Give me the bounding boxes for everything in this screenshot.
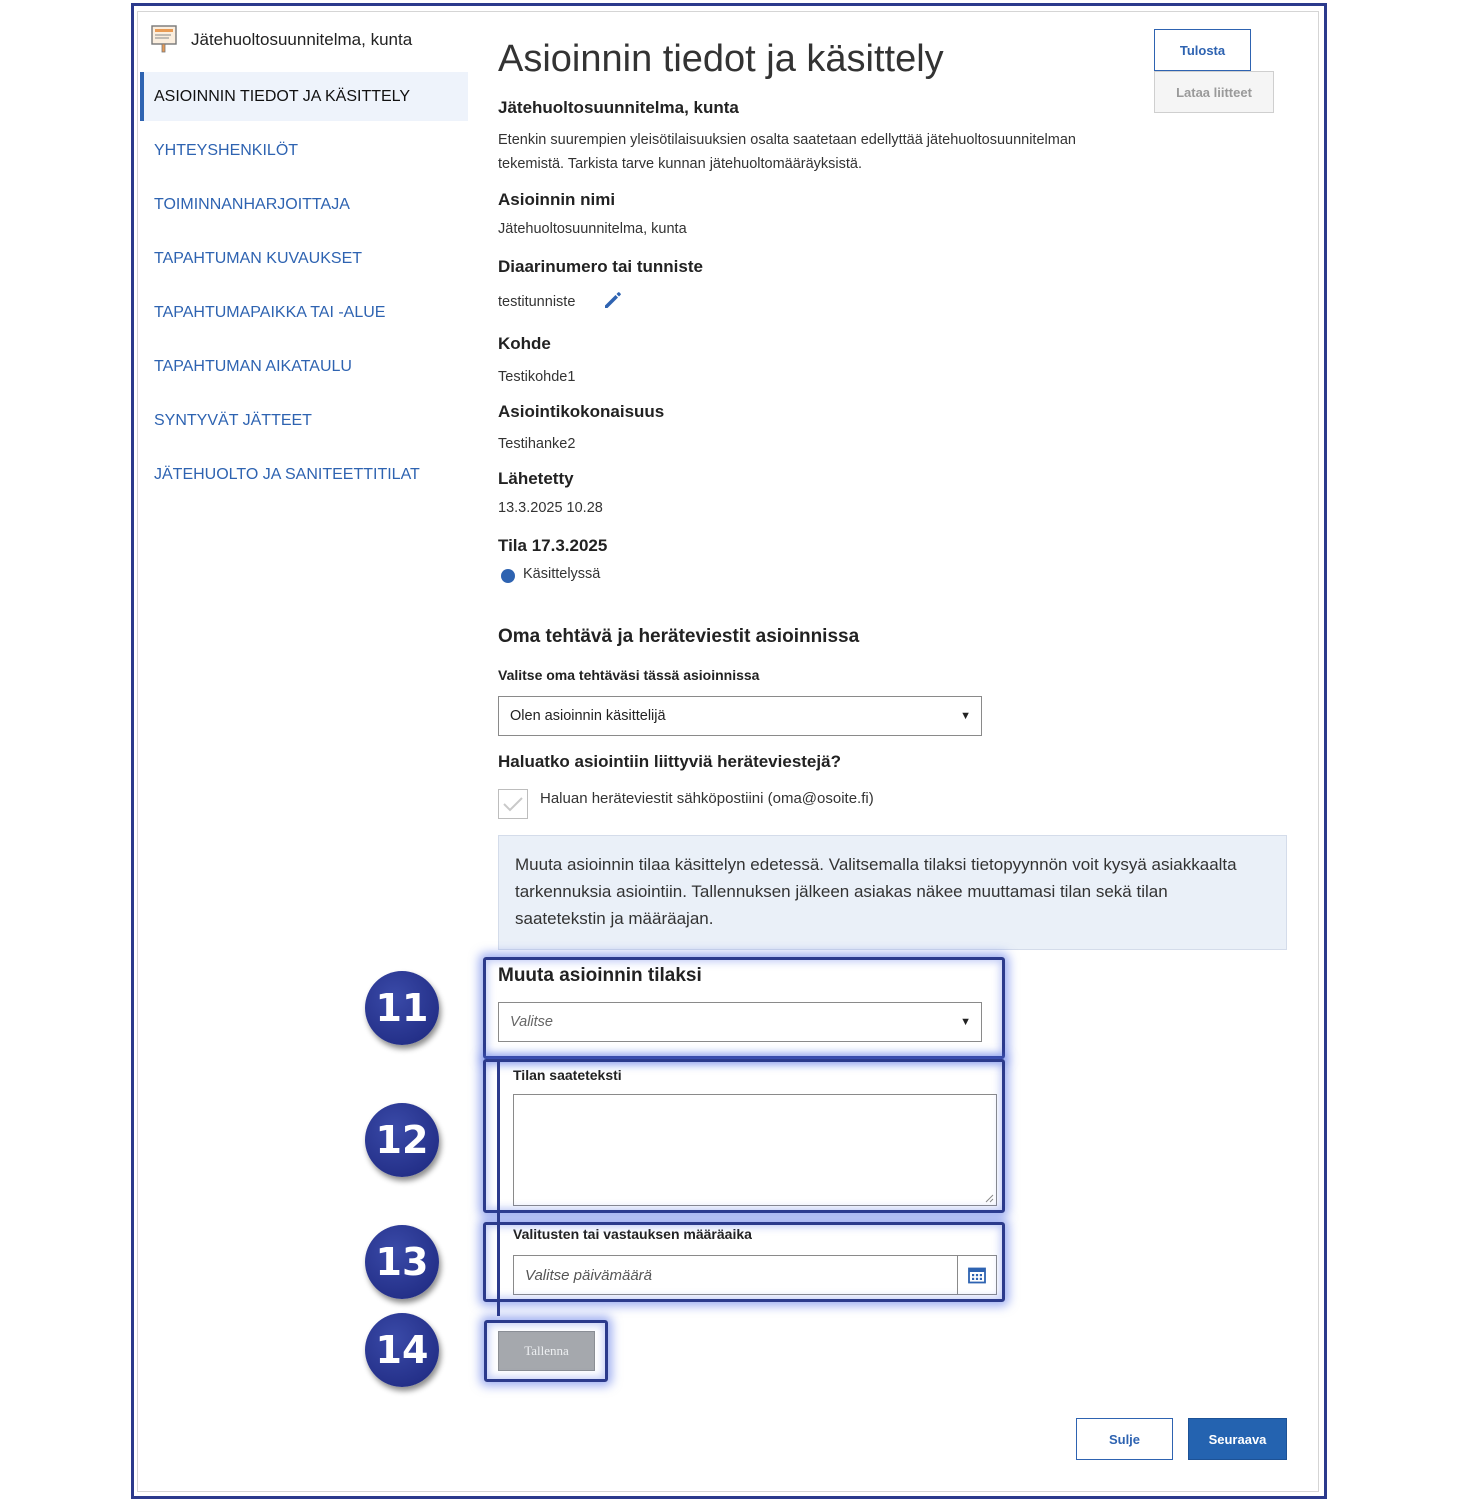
message-label: Tilan saateteksti [513, 1067, 622, 1083]
edit-pencil-icon[interactable] [602, 289, 624, 311]
check-icon [499, 790, 527, 818]
deadline-label: Valitusten tai vastauksen määräaika [513, 1226, 752, 1242]
status-change-select[interactable] [498, 1002, 982, 1042]
close-button[interactable]: Sulje [1076, 1418, 1173, 1460]
notify-checkbox-label: Haluan heräteviestit sähköpostiini (oma@osoite.fi) [540, 790, 874, 807]
description-line: tekemistä. Tarkista tarve kunnan jätehuoltomääräyksistä. [498, 156, 863, 172]
deadline-date-input[interactable] [513, 1255, 958, 1295]
form-subtitle: Jätehuoltosuunnitelma, kunta [498, 98, 739, 117]
sidebar-item-tapahtuman-aikataulu[interactable]: TAPAHTUMAN AIKATAULU [154, 358, 352, 375]
sidebar-item-asioinnin-tiedot[interactable]: ASIOINNIN TIEDOT JA KÄSITTELY [140, 72, 468, 121]
diary-label: Diaarinumero tai tunniste [498, 257, 703, 276]
name-value: Jätehuoltosuunnitelma, kunta [498, 221, 687, 237]
sent-value: 13.3.2025 10.28 [498, 500, 603, 516]
info-line: saatetekstin ja määräajan. [515, 909, 714, 928]
annotation-badge-12: 12 [365, 1103, 439, 1177]
status-change-title: Muuta asioinnin tilaksi [498, 965, 702, 986]
page-title: Asioinnin tiedot ja käsittely [498, 38, 944, 80]
form-document-icon [149, 22, 181, 54]
resize-handle-icon[interactable] [984, 1193, 994, 1203]
connector-line [497, 1062, 500, 1316]
name-label: Asioinnin nimi [498, 190, 616, 209]
sent-label: Lähetetty [498, 469, 574, 488]
caret-down-icon: ▼ [960, 710, 971, 722]
annotation-badge-14: 14 [365, 1313, 439, 1387]
notify-checkbox[interactable] [498, 789, 528, 819]
sidebar-item-toiminnanharjoittaja[interactable]: TOIMINNANHARJOITTAJA [154, 196, 350, 213]
form-description [498, 128, 1138, 176]
sidebar-item-tapahtuman-kuvaukset[interactable]: TAPAHTUMAN KUVAUKSET [154, 250, 363, 267]
task-select-value: Olen asioinnin käsittelijä [510, 708, 666, 724]
status-label: Tila 17.3.2025 [498, 536, 608, 555]
print-button[interactable]: Tulosta [1154, 29, 1251, 71]
task-select-label: Valitse oma tehtäväsi tässä asioinnissa [498, 667, 760, 683]
description-line: Etenkin suurempien yleisötilaisuuksien osalta saatetaan edellyttää jätehuoltosuunnitelman [498, 132, 1076, 148]
entity-label: Asiointikokonaisuus [498, 402, 665, 421]
task-section-title: Oma tehtävä ja heräteviestit asioinnissa [498, 626, 860, 647]
notify-question: Haluatko asiointiin liittyviä heräteviestejä? [498, 752, 841, 771]
next-button[interactable]: Seuraava [1188, 1418, 1287, 1460]
app-title: Jätehuoltosuunnitelma, kunta [191, 30, 413, 49]
save-button[interactable]: Tallenna [498, 1331, 595, 1371]
info-line: tarkennuksia asiointiin. Tallennuksen jälkeen asiakas näkee muuttamasi tilan sekä tilan [515, 882, 1168, 901]
entity-value: Testihanke2 [498, 436, 576, 452]
sidebar-nav [140, 72, 468, 504]
sidebar-item-tapahtumapaikka[interactable]: TAPAHTUMAPAIKKA TAI -ALUE [154, 304, 386, 321]
target-value: Testikohde1 [498, 369, 576, 385]
info-line: Muuta asioinnin tilaa käsittelyn edetessä. Valitsemalla tilaksi tietopyynnön voit kysyä asiakkaalta [515, 855, 1237, 874]
target-label: Kohde [498, 334, 551, 353]
status-message-textarea[interactable] [513, 1094, 997, 1206]
status-dot-icon [501, 569, 515, 583]
sidebar-item-jatehuolto[interactable]: JÄTEHUOLTO JA SANITEETTITILAT [154, 466, 420, 483]
sidebar-item-yhteyshenkilot[interactable]: YHTEYSHENKILÖT [154, 142, 299, 159]
status-select-placeholder: Valitse [510, 1014, 553, 1030]
annotation-badge-13: 13 [365, 1225, 439, 1299]
info-box [498, 835, 1287, 950]
deadline-placeholder: Valitse päivämäärä [525, 1266, 653, 1284]
task-select[interactable] [498, 696, 982, 736]
status-value: Käsittelyssä [523, 566, 601, 582]
diary-value: testitunniste [498, 294, 576, 310]
sidebar-item-syntyvat-jatteet[interactable]: SYNTYVÄT JÄTTEET [154, 412, 312, 429]
calendar-icon [967, 1265, 987, 1285]
download-attachments-button[interactable]: Lataa liitteet [1154, 71, 1274, 113]
annotation-badge-11: 11 [365, 971, 439, 1045]
calendar-button[interactable] [957, 1255, 997, 1295]
caret-down-icon: ▼ [960, 1016, 971, 1028]
